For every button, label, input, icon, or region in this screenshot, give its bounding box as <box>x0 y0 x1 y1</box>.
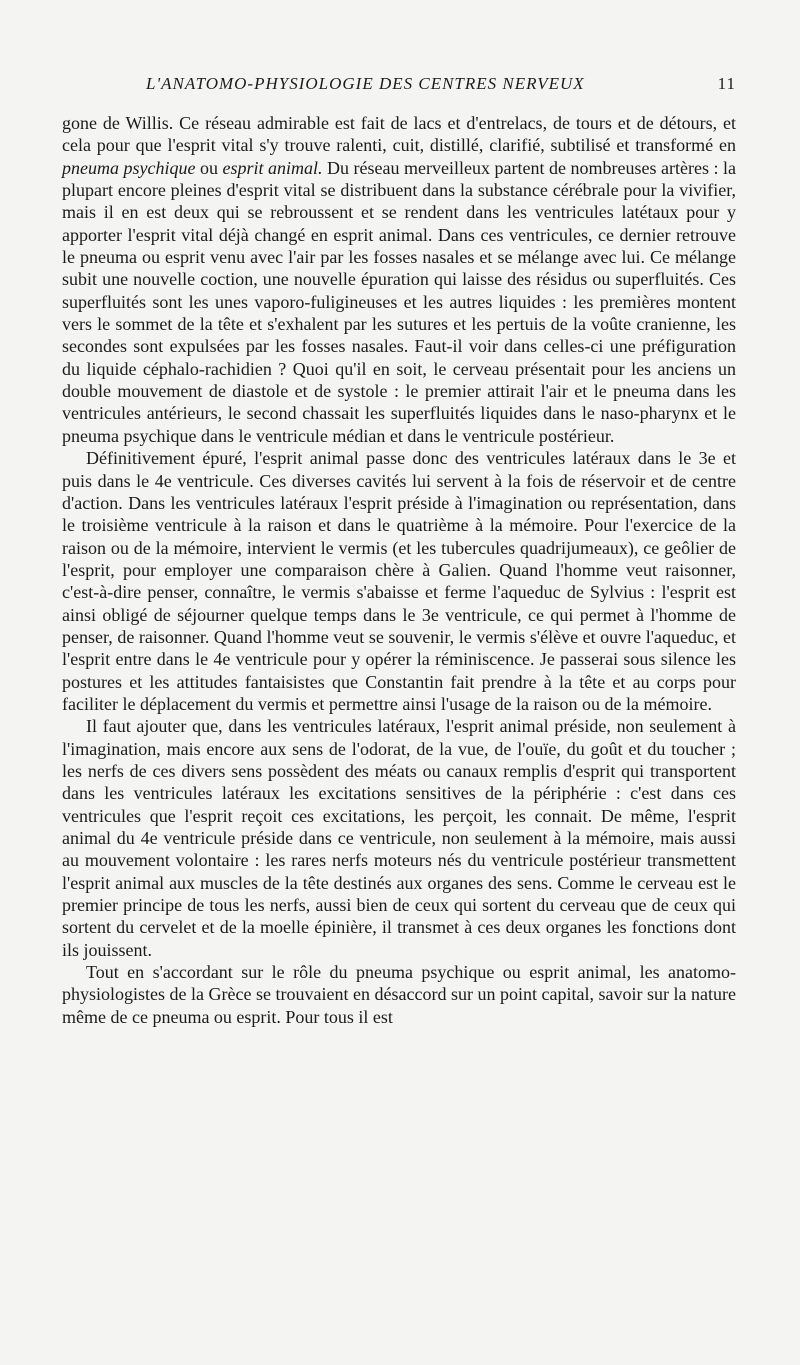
paragraph-4: Tout en s'accordant sur le rôle du pneuma psychique ou esprit animal, les anatomo-physiologistes de la Grèce se trouvaient en désaccord sur un point capital, savoir sur la nature même de ce pneuma ou esprit. Pour tous il est <box>62 962 736 1027</box>
paragraph-2: Définitivement épuré, l'esprit animal passe donc des ventricules latéraux dans le 3e et puis dans le 4e ventricule. Ces diverses cavités lui servent à la fois de réservoir et de centre d'action. Dans les ventricules latéraux l'esprit préside à l'imagination ou représentation, dans le troisième ventricule à la raison et dans le quatrième à la mémoire. Pour l'exercice de la raison ou de la mémoire, intervient le vermis (et les tubercules quadrijumeaux), ce geôlier de l'esprit, pour employer une comparaison chère à Galien. Quand l'homme veut raisonner, c'est-à-dire penser, connaître, le vermis s'abaisse et ferme l'aqueduc de Sylvius : l'esprit est ainsi obligé de séjourner quelque temps dans le 3e ventricule, ce qui permet à l'homme de penser, de raisonner. Quand l'homme veut se souvenir, le vermis s'élève et ouvre l'aqueduc, et l'esprit entre dans le 4e ventricule pour y opérer la réminiscence. Je passerai sous silence les postures et les attitudes fantaisistes que Constantin fait prendre à la tête et au corps pour faciliter le déplacement du vermis et permettre ainsi l'usage de la raison ou de la mémoire. <box>62 448 736 714</box>
running-header <box>62 74 736 102</box>
emphasis-esprit-animal: esprit animal. <box>222 157 323 178</box>
page-number: 11 <box>717 74 736 93</box>
emphasis-pneuma-psychique: pneuma psychique <box>62 157 196 178</box>
running-title: L'ANATOMO-PHYSIOLOGIE DES CENTRES NERVEUX <box>146 74 585 93</box>
body-text <box>62 112 736 1028</box>
paragraph-1: gone de Willis. Ce réseau admirable est fait de lacs et d'entrelacs, de tours et de détours, et cela pour que l'esprit vital s'y trouve ralenti, cuit, distillé, clarifié, subtilisé et transformé en pneuma psychique ou esprit animal. Du réseau merveilleux partent de nombreuses artères : la plupart encore pleines d'esprit vital se distribuent dans la substance cérébrale pour la vivifier, mais il en est deux qui se rebroussent et se rendent dans les ventricules latétaux pour y apporter l'esprit vital déjà changé en esprit animal. Dans ces ventricules, ce dernier retrouve le pneuma ou esprit venu avec l'air par les fosses nasales et se mélange avec lui. Ce mélange subit une nouvelle coction, une nouvelle épuration qui laisse des résidus ou superfluités. Ces superfluités sont les unes vaporo-fuligineuses et les autres liquides : les premières montent vers le sommet de la tête et s'exhalent par les sutures et les pertuis de la voûte cranienne, les secondes sont expulsées par les fosses nasales. Faut-il voir dans celles-ci une préfiguration du liquide céphalo-rachidien ? Quoi qu'il en soit, le cerveau présentait pour les anciens un double mouvement de diastole et de systole : le premier attirait l'air et le pneuma dans les ventricules antérieurs, le second chassait les superfluités liquides dans le naso-pharynx et le pneuma psychique dans le ventricule médian et dans le ventricule postérieur. <box>62 113 736 446</box>
paragraph-3: Il faut ajouter que, dans les ventricules latéraux, l'esprit animal préside, non seulement à l'imagination, mais encore aux sens de l'odorat, de la vue, de l'ouïe, du goût et du toucher ; les nerfs de ces divers sens possèdent des méats ou canaux remplis d'esprit qui transportent dans les ventricules latéraux les excitations sensitives de la périphérie : c'est dans ces ventricules que l'esprit reçoit ces excitations, les perçoit, les connait. De même, l'esprit animal du 4e ventricule préside dans ce ventricule, non seulement à la mémoire, mais aussi au mouvement volontaire : les rares nerfs moteurs nés du ventricule postérieur transmettent l'esprit animal aux muscles de la tête destinés aux organes des sens. Comme le cerveau est le premier principe de tous les nerfs, aussi bien de ceux qui sortent du cerveau que de ceux qui sortent du cervelet et de la moelle épinière, il transmet à ces deux organes les fonctions dont ils jouissent. <box>62 716 736 960</box>
